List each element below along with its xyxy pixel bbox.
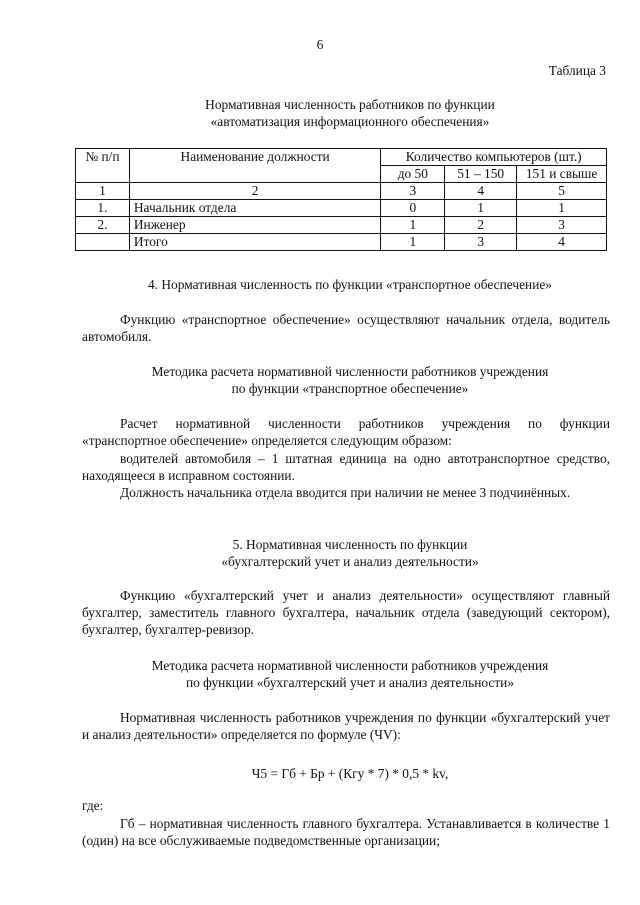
method-4-paragraph-3 <box>82 484 610 501</box>
index-cell: 5 <box>517 183 607 200</box>
section-5-heading-line-2: «бухгалтерский учет и анализ деятельности» <box>221 554 479 569</box>
index-cell: 1 <box>76 183 130 200</box>
table-title-line-2: «автоматизация информационного обеспечения» <box>210 114 490 129</box>
row-value: 1 <box>517 200 607 217</box>
paragraph-text: Нормативная численность работников учреждения по функции «бухгалтерский учет и анализ деятельности» определяется по формуле (ЧV): <box>82 710 610 742</box>
row-value: 1 <box>445 200 517 217</box>
method-4-paragraph-1 <box>82 415 610 449</box>
section-4-paragraph <box>82 311 610 345</box>
paragraph-text: Функцию «бухгалтерский учет и анализ деятельности» осуществляют главный бухгалтер, заместитель главного бухгалтера, начальник отдела (заведующий сектором), бухгалтер, бухгалтер-ревизор. <box>82 588 610 637</box>
row-num <box>76 234 130 251</box>
index-cell: 3 <box>381 183 445 200</box>
table-title-line-1: Нормативная численность работников по функции <box>205 97 495 112</box>
row-value: 1 <box>381 234 445 251</box>
method-4-heading-line-2: по функции «транспортное обеспечение» <box>231 381 469 396</box>
page-number: 6 <box>316 37 324 52</box>
staffing-table <box>75 148 607 251</box>
row-value: 2 <box>445 217 517 234</box>
row-num: 1. <box>76 200 130 217</box>
paragraph-text: водителей автомобиля – 1 штатная единица на одно автотранспортное средство, находящееся в исправном состоянии. <box>82 451 610 483</box>
formula: Ч5 = Гб + Бр + (Кгу * 7) * 0,5 * kv, <box>251 766 449 781</box>
table-index-row <box>76 183 607 200</box>
table-row <box>76 200 607 217</box>
subheader-cell: 51 – 150 <box>445 166 517 183</box>
method-4-heading-line-1: Методика расчета нормативной численности работников учреждения <box>151 364 549 379</box>
index-cell: 4 <box>445 183 517 200</box>
table-total-row <box>76 234 607 251</box>
subheader-cell: до 50 <box>381 166 445 183</box>
paragraph-text: Расчет нормативной численности работников учреждения по функции «транспортное обеспечение» определяется следующим образом: <box>82 416 610 448</box>
table-label: Таблица 3 <box>548 63 606 78</box>
gb-paragraph <box>82 815 610 849</box>
row-value: 3 <box>445 234 517 251</box>
method-4-paragraph-2 <box>82 450 610 484</box>
row-value: 4 <box>517 234 607 251</box>
section-5-heading-line-1: 5. Нормативная численность по функции <box>232 537 468 552</box>
row-value: 3 <box>517 217 607 234</box>
row-num: 2. <box>76 217 130 234</box>
subheader-cell: 151 и свыше <box>517 166 607 183</box>
header-num: № п/п <box>76 149 130 183</box>
section-5-paragraph <box>82 587 610 638</box>
header-name: Наименование должности <box>129 149 381 183</box>
row-value: 0 <box>381 200 445 217</box>
row-value: 1 <box>381 217 445 234</box>
table-header-row <box>76 149 607 166</box>
paragraph-text: Должность начальника отдела вводится при наличии не менее 3 подчинённых. <box>120 485 571 500</box>
index-cell: 2 <box>129 183 381 200</box>
table-row <box>76 217 607 234</box>
method-5-paragraph <box>82 709 610 743</box>
paragraph-text: Гб – нормативная численность главного бухгалтера. Устанавливается в количестве 1 (один) на все обслуживаемые подведомственные организации; <box>82 816 610 848</box>
header-group: Количество компьютеров (шт.) <box>381 149 607 166</box>
where-label: где: <box>82 798 104 813</box>
row-name: Итого <box>129 234 381 251</box>
paragraph-text: Функцию «транспортное обеспечение» осуществляют начальник отдела, водитель автомобиля. <box>82 312 610 344</box>
row-name: Начальник отдела <box>129 200 381 217</box>
method-5-heading-line-2: по функции «бухгалтерский учет и анализ деятельности» <box>185 675 515 690</box>
section-4-heading: 4. Нормативная численность по функции «транспортное обеспечение» <box>147 277 552 292</box>
method-5-heading-line-1: Методика расчета нормативной численности работников учреждения <box>151 658 549 673</box>
row-name: Инженер <box>129 217 381 234</box>
